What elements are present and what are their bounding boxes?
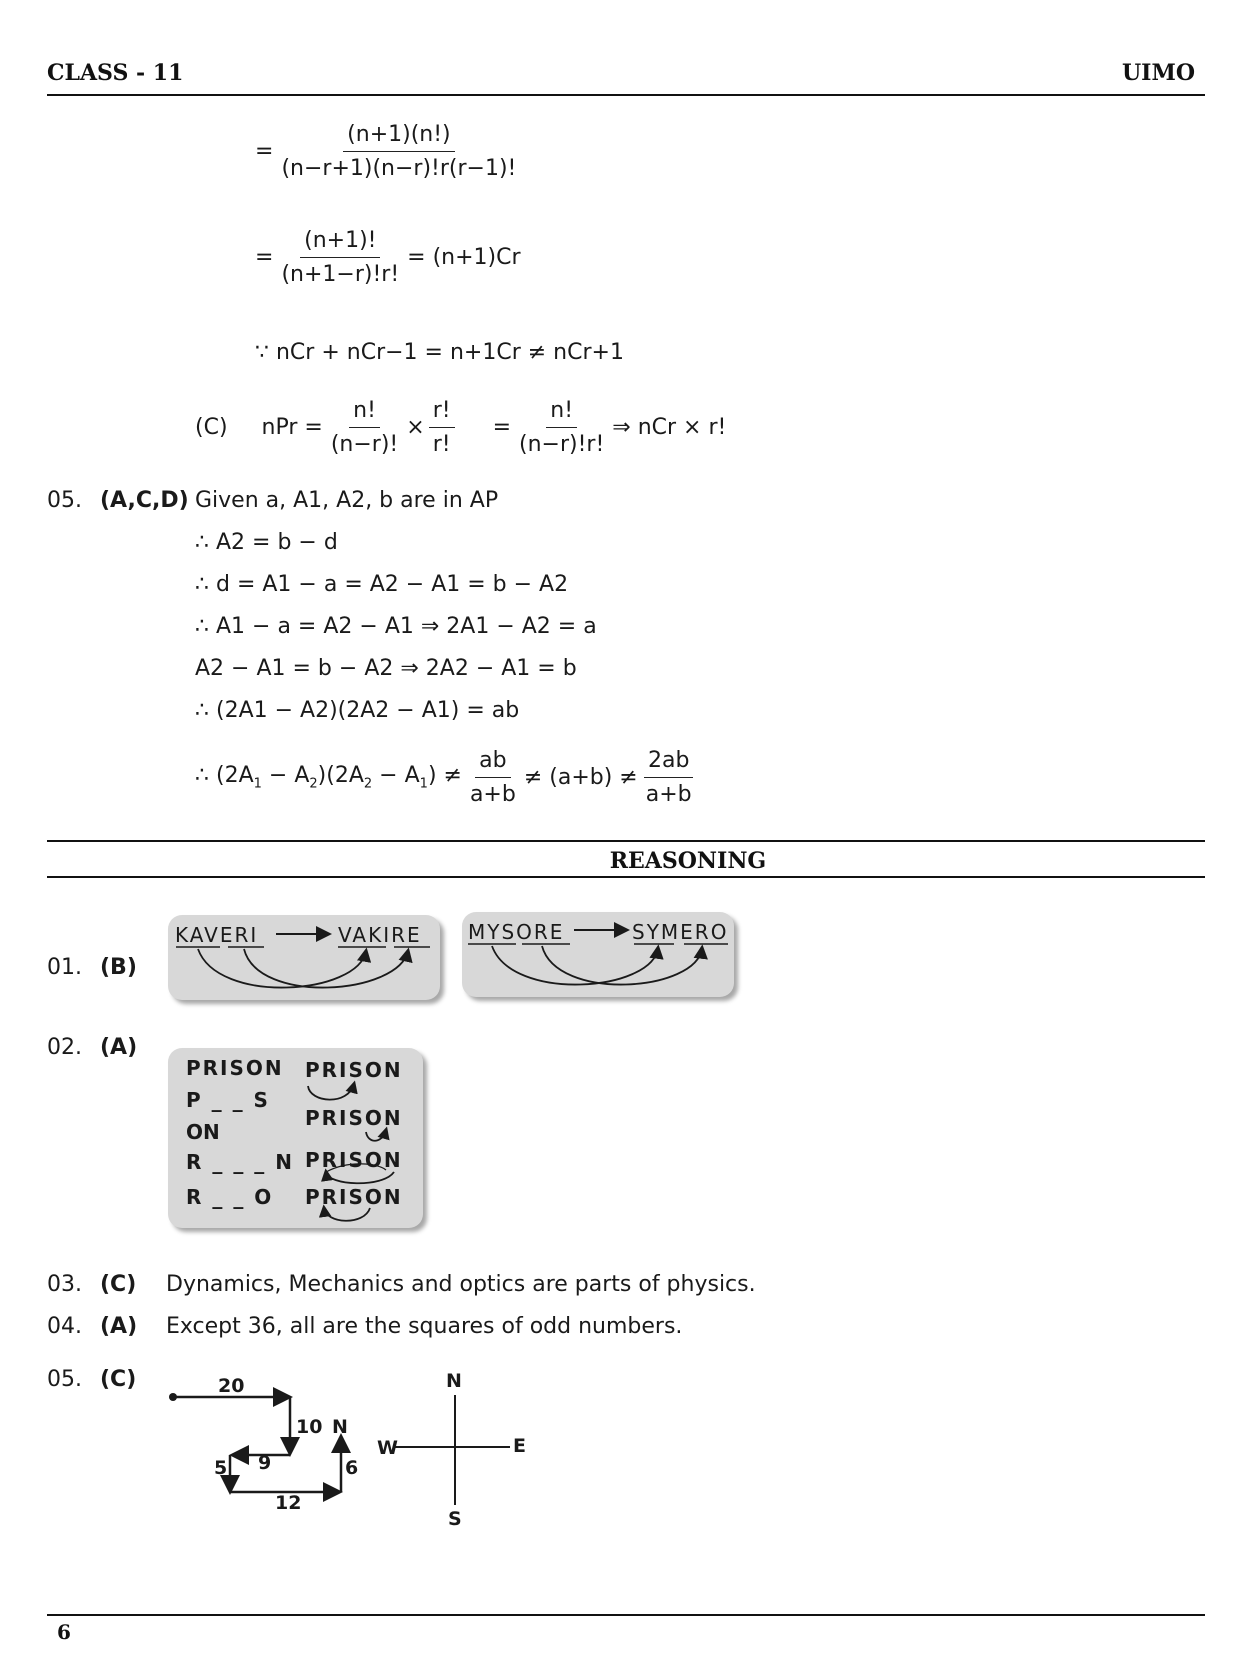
q05-f2-den: a+b	[645, 782, 692, 807]
compass-diagram	[395, 1395, 515, 1505]
q05-f2-num: 2ab	[644, 748, 693, 778]
r02-answer: (A)	[100, 1035, 138, 1060]
r05-label-20: 20	[218, 1375, 245, 1397]
r02-right-4: PRISON	[305, 1185, 403, 1209]
r01-box2-from: MYSORE	[468, 920, 565, 944]
q05-math-answer: (A,C,D)	[100, 488, 189, 513]
r02-left-1: PRISON	[186, 1056, 284, 1080]
r02-number: 02.	[47, 1035, 82, 1060]
r02-left-4: R _ _ _ N	[186, 1150, 294, 1174]
brand-label: UIMO	[1122, 60, 1195, 86]
compass-south: S	[448, 1508, 462, 1530]
r02-arrows	[168, 1048, 423, 1228]
r02-right-3: PRISON	[305, 1148, 403, 1172]
equation-3: ∵ nCr + nCr−1 = n+1Cr ≠ nCr+1	[255, 340, 624, 365]
part-c-f3-den: (n−r)!r!	[519, 432, 605, 457]
r01-number: 01.	[47, 955, 82, 980]
r01-box2-arrows	[462, 912, 734, 997]
r02-left-2: P _ _ S	[186, 1088, 270, 1112]
r05-path-diagram	[160, 1380, 360, 1510]
section-title: REASONING	[609, 848, 767, 874]
r05-label-9: 9	[258, 1452, 272, 1474]
r03-number: 03.	[47, 1272, 82, 1297]
q05-line-5: A2 − A1 = b − A2 ⇒ 2A2 − A1 = b	[195, 656, 577, 681]
compass-east: E	[513, 1435, 526, 1457]
r01-box1-to: VAKIRE	[338, 923, 422, 947]
q05-line-3: ∴ d = A1 − a = A2 − A1 = b − A2	[195, 572, 569, 597]
part-c: (C) nPr = $\frac{n!}{(n-r)!}$ × $\frac{r!}{r!}$ = $\frac{n!}{(n-r)!r!}$ ⇒ nCr × r!	[195, 398, 727, 457]
r03-text: Dynamics, Mechanics and optics are parts of physics.	[166, 1272, 756, 1297]
equation-2: = $\frac{(n+1)!}{(n+1-r)!r!}$ = (n+1)Cr	[255, 228, 521, 287]
r05-number: 05.	[47, 1367, 82, 1392]
r05-answer: (C)	[100, 1367, 137, 1392]
section-rule-top	[47, 840, 1205, 842]
eq1-numerator: (n+1)(n!)	[343, 122, 454, 152]
r02-left-5: R _ _ O	[186, 1185, 274, 1209]
page-number: 6	[57, 1620, 71, 1644]
r04-answer: (A)	[100, 1314, 138, 1339]
r04-number: 04.	[47, 1314, 82, 1339]
eq2-denominator: (n+1−r)!r!	[281, 262, 400, 287]
q05-line-7: ∴ $(2A_1 - A_2)(2A_2 - A_1)$ ≠ $\frac{ab}{a+b}$ ≠ (a+b) ≠ $\frac{2ab}{a+b}$	[195, 748, 700, 807]
eq2-rhs: = (n+1)Cr	[407, 245, 521, 270]
r01-answer: (B)	[100, 955, 137, 980]
r05-label-6: 6	[345, 1457, 359, 1479]
r01-box1-from: KAVERI	[175, 923, 259, 947]
part-c-rhs: ⇒ nCr × r!	[612, 415, 727, 440]
header-rule	[47, 94, 1205, 96]
eq1-denominator: (n−r+1)(n−r)!r(r−1)!	[281, 156, 517, 181]
part-c-label: (C)	[195, 415, 228, 440]
q05-f1-num: ab	[475, 748, 510, 778]
r01-box1-arrows	[168, 915, 440, 1000]
part-c-f3-num: n!	[546, 398, 577, 428]
q05-line-1: Given a, A1, A2, b are in AP	[195, 488, 499, 513]
part-c-f2-den: r!	[432, 432, 451, 457]
eq2-numerator: (n+1)!	[300, 228, 380, 258]
r01-box2-to: SYMERO	[632, 920, 729, 944]
r02-left-3: ON	[186, 1120, 220, 1144]
r02-right-2: PRISON	[305, 1106, 403, 1130]
section-rule-bottom	[47, 876, 1205, 878]
q05-math-number: 05.	[47, 488, 82, 513]
footer-rule	[47, 1614, 1205, 1616]
r04-text: Except 36, all are the squares of odd numbers.	[166, 1314, 683, 1339]
r05-north-marker: N	[332, 1416, 348, 1438]
part-c-f1-num: n!	[349, 398, 380, 428]
r03-answer: (C)	[100, 1272, 137, 1297]
q05-final-mid: ≠ (a+b) ≠	[523, 765, 638, 790]
equation-1: = $\frac{(n+1)(n!)}{(n-r+1)(n-r)!r(r-1)!}$	[255, 122, 524, 181]
part-c-f2-num: r!	[429, 398, 455, 428]
q05-f1-den: a+b	[469, 782, 516, 807]
q05-line-4: ∴ A1 − a = A2 − A1 ⇒ 2A1 − A2 = a	[195, 614, 597, 639]
compass-west: W	[377, 1437, 398, 1459]
r02-right-1: PRISON	[305, 1058, 403, 1082]
class-label: CLASS - 11	[47, 60, 184, 86]
compass-north: N	[446, 1370, 462, 1392]
r05-label-12: 12	[275, 1492, 302, 1514]
q05-line-6: ∴ (2A1 − A2)(2A2 − A1) = ab	[195, 698, 520, 723]
r05-label-10: 10	[296, 1416, 323, 1438]
part-c-lhs: nPr =	[261, 415, 323, 440]
r05-label-5: 5	[214, 1457, 228, 1479]
part-c-f1-den: (n−r)!	[330, 432, 399, 457]
q05-line-2: ∴ A2 = b − d	[195, 530, 338, 555]
